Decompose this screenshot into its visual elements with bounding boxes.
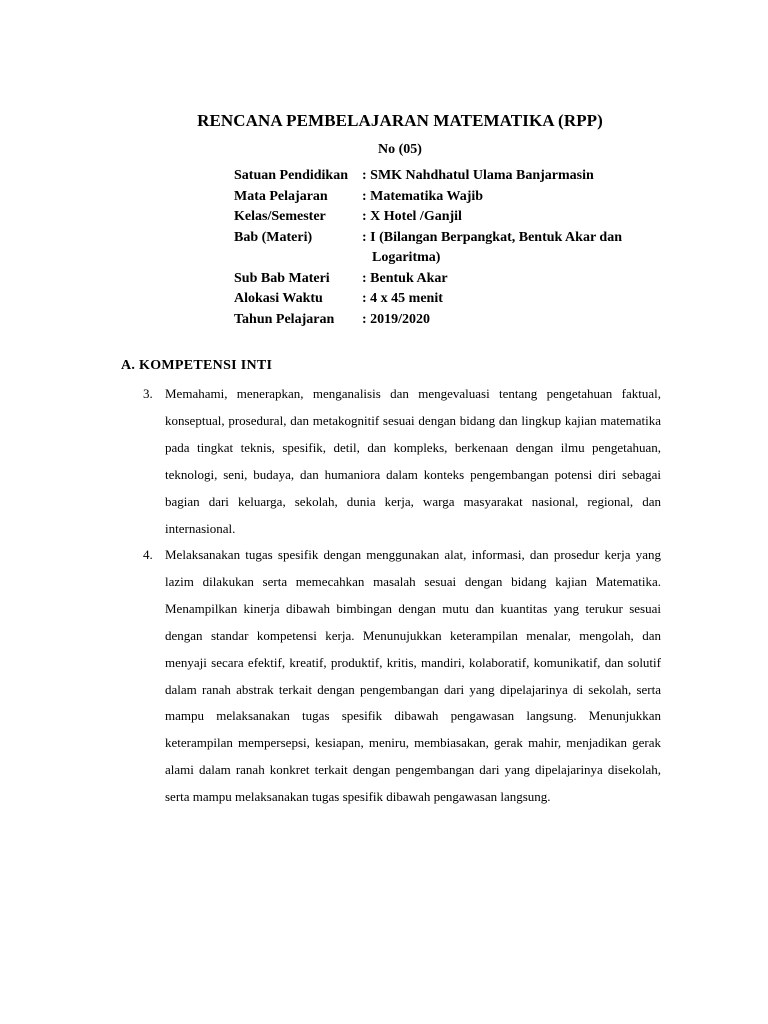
info-value: : Bentuk Akar bbox=[362, 270, 448, 286]
section-heading-kompetensi-inti: A. KOMPETENSI INTI bbox=[121, 358, 273, 373]
info-row-sub-bab-materi bbox=[234, 269, 672, 290]
info-table bbox=[234, 166, 672, 330]
info-label: Satuan Pendidikan bbox=[234, 168, 348, 183]
info-row-bab-materi bbox=[234, 228, 672, 269]
info-label: Bab (Materi) bbox=[234, 229, 313, 245]
info-row-mata-pelajaran bbox=[234, 187, 672, 208]
list-item-text: Melaksanakan tugas spesifik dengan menggunakan alat, informasi, dan prosedur kerja yang lazim dilakukan serta memecahkan masalah sesuai dengan bidang kajian Matematika. Menampilkan kinerja dibawah bimbingan dengan mutu dan kuantitas yang terukur sesuai dengan standar kompetensi kerja. Menunujukkan keterampilan menalar, mengolah, dan menyaji secara efektif, kreatif, produktif, kritis, mandiri, kolaboratif, komunikatif, dan solutif dalam ranah abstrak terkait dengan pengembangan dari yang dipelajarinya di sekolah, serta mampu melaksanakan tugas spesifik dibawah pengawasan langsung. Menunjukkan keterampilan mempersepsi, kesiapan, meniru, membiasakan, gerak mahir, menjadikan gerak alami dalam ranah konkret terkait dengan pengembangan dari yang dipelajarinya disekolah, serta mampu melaksanakan tugas spesifik dibawah pengawasan langsung. bbox=[165, 547, 661, 805]
info-label: Mata Pelajaran bbox=[234, 188, 328, 204]
info-label: Tahun Pelajaran bbox=[234, 311, 335, 327]
document-title: RENCANA PEMBELAJARAN MATEMATIKA (RPP) bbox=[197, 111, 603, 130]
info-value: : 2019/2020 bbox=[362, 311, 431, 327]
info-row-kelas-semester bbox=[234, 207, 672, 228]
info-row-tahun-pelajaran bbox=[234, 310, 672, 331]
info-label: Sub Bab Materi bbox=[234, 270, 330, 286]
info-value: : I (Bilangan Berpangkat, Bentuk Akar dan Logaritma) bbox=[362, 229, 622, 265]
info-value: : SMK Nahdhatul Ulama Banjarmasin bbox=[362, 168, 594, 183]
info-row-satuan-pendidikan bbox=[234, 166, 672, 187]
info-label: Kelas/Semester bbox=[234, 209, 326, 224]
list-item-text: Memahami, menerapkan, menganalisis dan mengevaluasi tentang pengetahuan faktual, konseptual, prosedural, dan metakognitif sesuai dengan bidang dan lingkup kajian matematika pada tingkat teknis, spesifik, detil, dan kompleks, berkenaan dengan ilmu pengetahuan, teknologi, seni, budaya, dan humaniora dalam konteks pengembangan potensi diri sebagai bagian dari keluarga, sekolah, dunia kerja, warga masyarakat nasional, regional, dan internasional. bbox=[165, 386, 661, 536]
list-item bbox=[143, 542, 661, 811]
info-value: : X Hotel /Ganjil bbox=[362, 209, 462, 224]
info-value: : 4 x 45 menit bbox=[362, 291, 443, 306]
info-row-alokasi-waktu bbox=[234, 289, 672, 310]
info-label: Alokasi Waktu bbox=[234, 291, 323, 306]
document-number: No (05) bbox=[378, 142, 422, 157]
info-value: : Matematika Wajib bbox=[362, 188, 484, 204]
list-item-number: 3. bbox=[143, 386, 153, 401]
list-item bbox=[143, 381, 661, 542]
list-item-number: 4. bbox=[143, 547, 153, 562]
